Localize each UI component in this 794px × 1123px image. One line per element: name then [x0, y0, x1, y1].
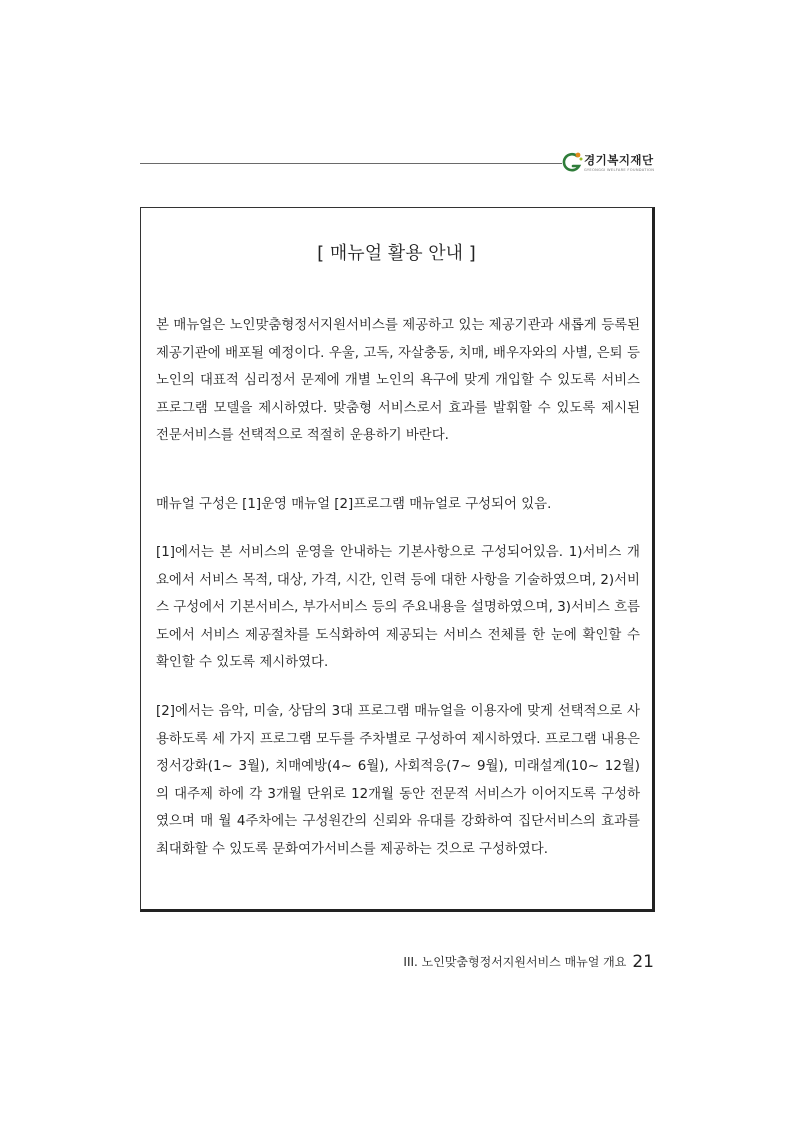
header-rule [140, 163, 562, 164]
logo-text: 경기복지재단 [584, 153, 654, 167]
logo-subtext: GYEONGGI WELFARE FOUNDATION [584, 168, 655, 172]
paragraph-part-one: [1]에서는 본 서비스의 운영을 안내하는 기본사항으로 구성되어있음. 1)서비스 개요에서 서비스 목적, 대상, 가격, 시간, 인력 등에 대한 사항을 기술하였으며, 2)서비스 구성에서 기본서비스, 부가서비스 등의 주요내용을 설명하였으며, 3)서비스 흐름도에서 서비스 제공절차를 도식화하여 제공되는 서비스 전체를 한 눈에 확인할 수 확인할 수 있도록 제시하였다. [156, 545, 640, 671]
paragraph-part-two: [2]에서는 음악, 미술, 상담의 3대 프로그램 매뉴얼을 이용자에 맞게 선택적으로 사용하도록 세 가지 프로그램 모두를 주차별로 구성하여 제시하였다. 프로그램 내용은 정서강화(1~ 3월), 치매예방(4~ 6월), 사회적응(7~ 9월), 미래설계(10~ 12월)의 대주제 하에 각 3개월 단위로 12개월 동안 전문적 서비스가 이어지도록 구성하였으며 매 월 4주차에는 구성원간의 신뢰와 유대를 강화하여 집단서비스의 효과를 최대화할 수 있도록 문화여가서비스를 제공하는 것으로 구성하였다. [156, 704, 640, 857]
manual-guide-box [140, 207, 655, 912]
page-number: 21 [632, 951, 654, 972]
paragraph-intro: 본 매뉴얼은 노인맞춤형정서지원서비스를 제공하고 있는 제공기관과 새롭게 등록된 제공기관에 배포될 예정이다. 우울, 고독, 자살충동, 치매, 배우자와의 사별, 은퇴 등 노인의 대표적 심리정서 문제에 개별 노인의 욕구에 맞게 개입할 수 있도록 서비스 프로그램 모델을 제시하였다. 맞춤형 서비스로서 효과를 발휘할 수 있도록 제시된 전문서비스를 선택적으로 적절히 운용하기 바란다. [156, 318, 640, 444]
page-footer [380, 951, 654, 972]
paragraph-structure: 매뉴얼 구성은 [1]운영 매뉴얼 [2]프로그램 매뉴얼로 구성되어 있음. [156, 497, 552, 512]
box-title: [ 매뉴얼 활용 안내 ] [317, 243, 476, 264]
foundation-logo [562, 150, 662, 180]
footer-section-label: III. 노인맞춤형정서지원서비스 매뉴얼 개요 [403, 955, 627, 969]
foundation-logo-icon [562, 150, 584, 176]
